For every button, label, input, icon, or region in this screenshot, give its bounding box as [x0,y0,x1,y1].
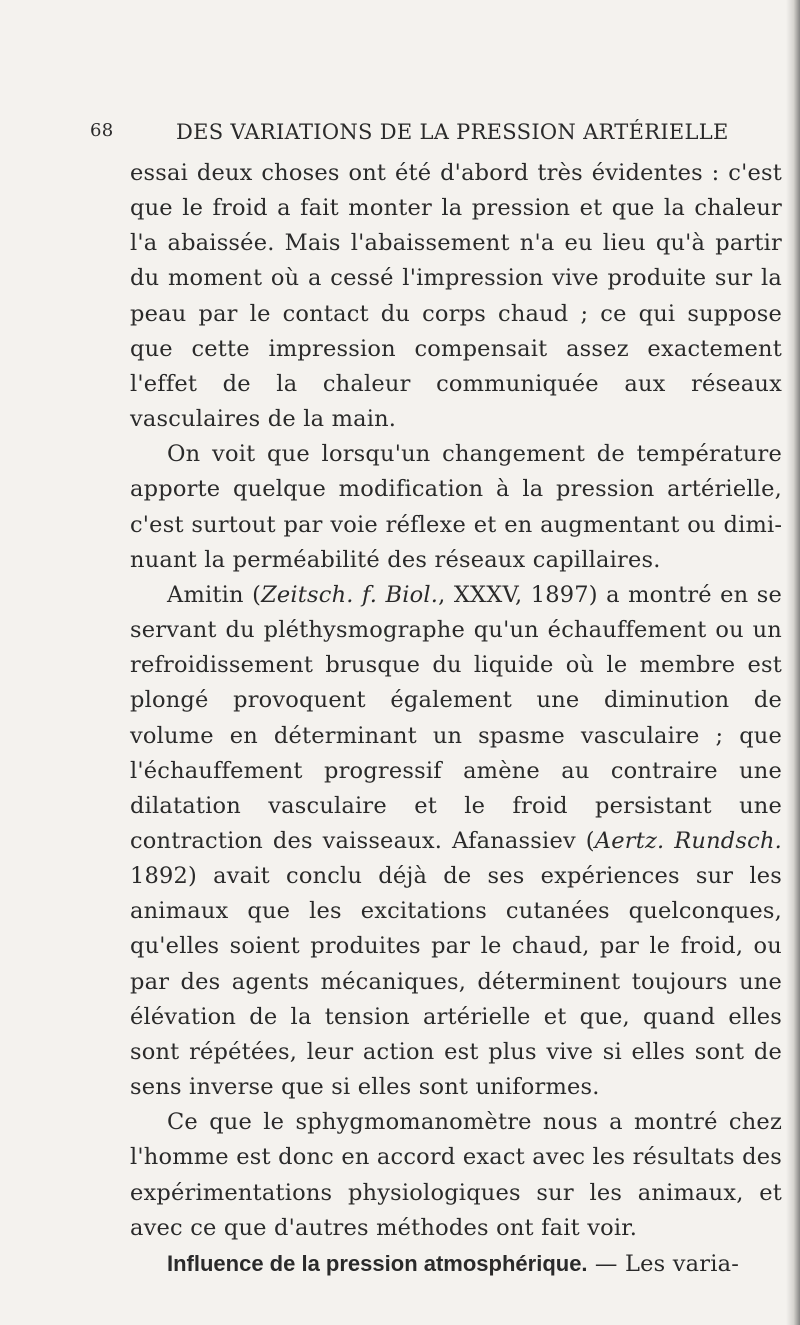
body-text [130,156,782,1282]
citation-aertz: Aertz. Rundsch. [594,827,782,854]
paragraph-1: essai deux choses ont été d'abord très évidentes : c'est que le froid a fait monter la pression et que la chaleur l'a abaissée. Mais l'abaissement n'a eu lieu qu'à partir du moment où a cessé l'impression vive produite sur la peau par le contact du corps chaud ; ce qui suppose que cette impression compensait assez exactement l'effet de la chaleur communiquée aux réseaux vasculaires de la main. [130,160,782,433]
page-edge-shadow [786,0,800,1325]
paragraph-4: Ce que le sphygmomanomètre nous a montré chez l'homme est donc en accord exact avec les résultats des expérimentations physiologiques sur les animaux, et avec ce que d'autres méthodes ont fait voir. [130,1109,782,1241]
paragraph-5 [130,1246,782,1282]
section-heading: Influence de la pression atmosphérique. [167,1250,588,1276]
running-head-title: DES VARIATIONS DE LA PRESSION ARTÉRIELLE [176,120,729,144]
paragraph-3-text-c: 1892) avait conclu déjà de ses expériences sur les animaux que les excitations cutanées quelconques, qu'elles soient produites par le chaud, par le froid, ou par des agents mécaniques, déterminent toujours une élévation de la tension artérielle et que, quand elles sont répétées, leur action est plus vive si elles sont de sens inverse que si elles sont uniformes. [130,863,782,1101]
paragraph-3-text-b: , XXXV, 1897) a montré en se servant du pléthysmographe qu'un échauffement ou un refroidissement brusque du liquide où le membre est plongé provoquent également une diminution de volume en déterminant un spasme vasculaire ; que l'échauffement progressif amène au contraire une dilatation vasculaire et le froid persistant une contraction des vaisseaux. Afanassiev ( [130,581,782,854]
page-number: 68 [90,120,114,141]
paragraph-3 [130,578,782,1105]
paragraph-3-text-a: Amitin ( [167,581,262,608]
paragraph-5-text: — Les varia- [587,1250,740,1277]
running-head [90,120,780,150]
paragraph-2: On voit que lorsqu'un changement de température apporte quelque modification à la pression artérielle, c'est surtout par voie réflexe et en augmentant ou diminuant la perméabilité des réseaux capillaires. [130,441,782,573]
citation-zeitsch: Zeitsch. f. Biol. [261,581,439,608]
